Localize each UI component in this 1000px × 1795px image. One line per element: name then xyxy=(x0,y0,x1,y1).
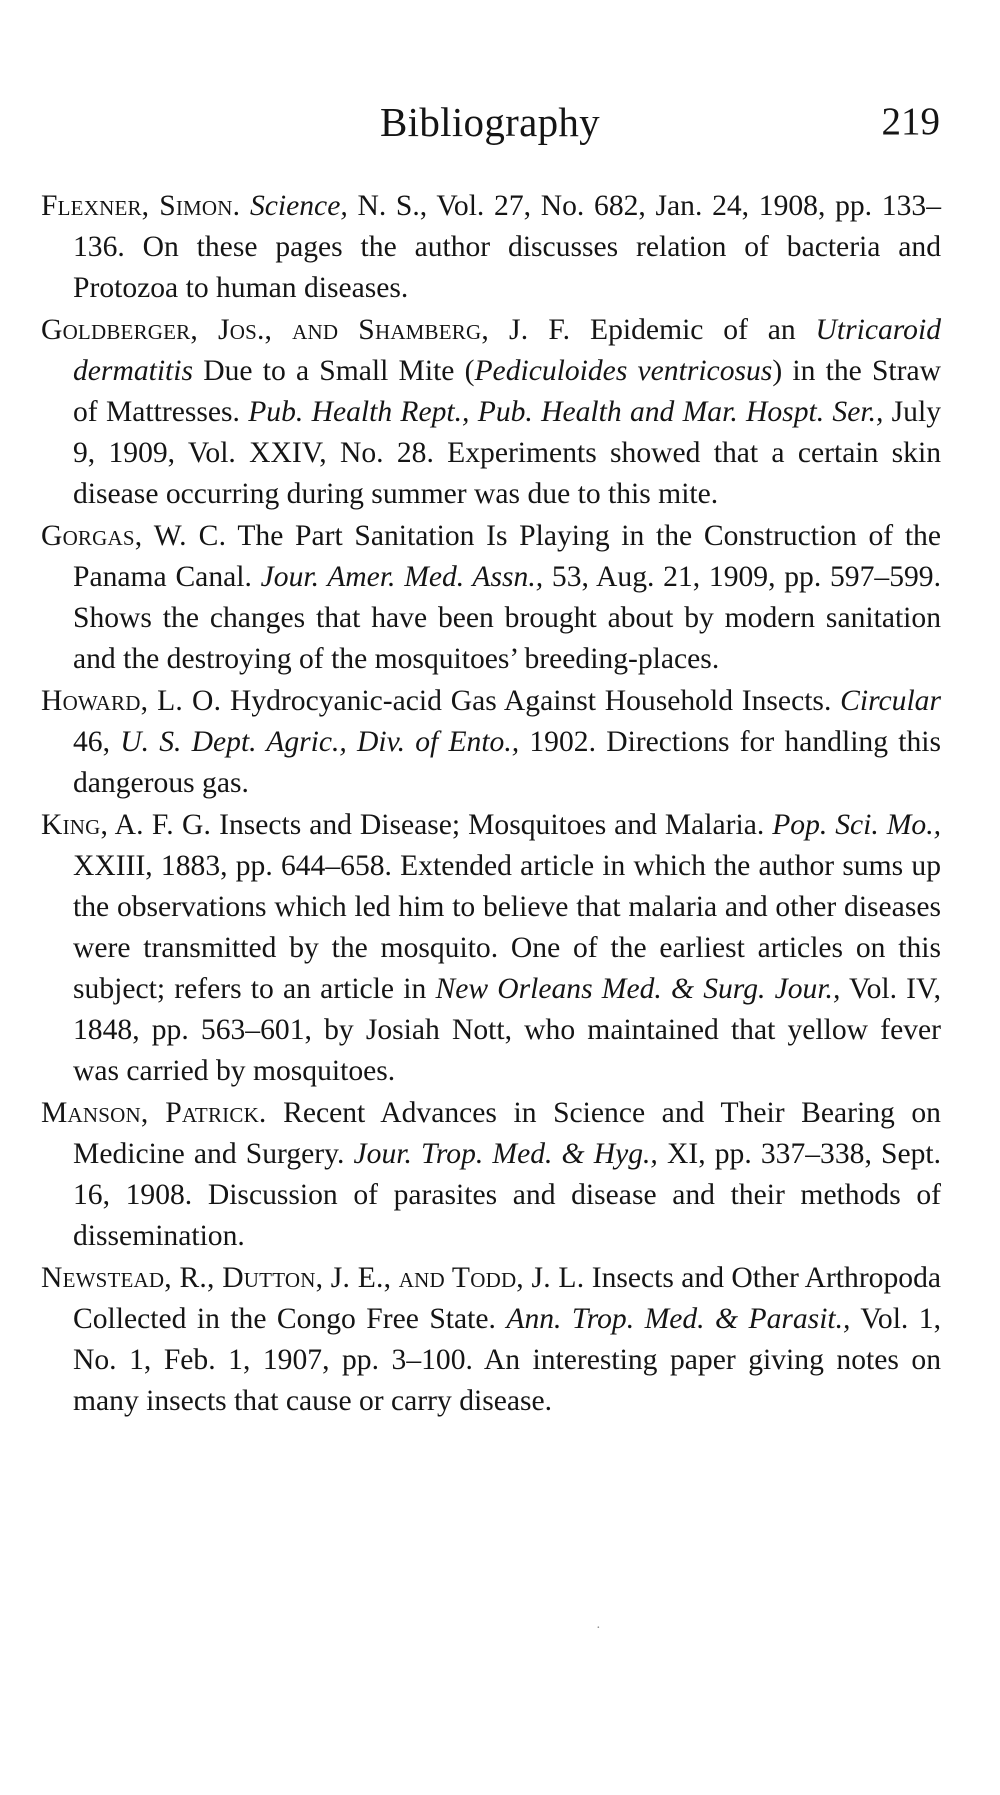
entry-journal: Science, xyxy=(249,190,348,222)
entry-text: Insects and Disease; Mosquitoes and Malaria. xyxy=(211,809,773,841)
entry-text: ) in the Straw of Mattresses. xyxy=(73,355,941,428)
entry-author: Gorgas, W. C. xyxy=(41,520,227,552)
entry-text: 46, xyxy=(73,726,121,758)
entry-italic-term: Pediculoides ventricosus xyxy=(474,355,773,387)
entry-text: Vol. IV, 1848, pp. 563–601, by Josiah Nott, who maintained that yellow fever was carried by mosquitoes. xyxy=(73,973,941,1087)
entry-journal: Circular xyxy=(840,685,941,717)
print-speck: · xyxy=(596,1621,601,1636)
entry-text: XXIII, 1883, pp. 644–658. Extended article in which the author sums up the observations which led him to believe that malaria and other diseases were transmitted by the mosquito. One of the earliest articles on this subject; refers to an article in xyxy=(73,850,941,1005)
entry-text: Epidemic of an xyxy=(570,314,816,346)
entry-journal: Pub. Health Rept., Pub. Health and Mar. Hospt. Ser., xyxy=(248,396,884,428)
entry-text: 1902. Directions for handling this dangerous gas. xyxy=(73,726,941,799)
bibliography-entry-goldberger xyxy=(41,310,941,515)
entry-author: Newstead, R., Dutton, J. E., and Todd, J. L. xyxy=(41,1262,585,1294)
entry-text: N. S., Vol. 27, No. 682, Jan. 24, 1908, pp. 133–136. On these pages the author discusses relation of bacteria and Protozoa to human diseases. xyxy=(73,190,941,304)
bibliography-entry-flexner xyxy=(41,186,941,309)
entry-text: Insects and Other Arthropoda Collected in the Congo Free State. xyxy=(73,1262,942,1335)
entry-author: Howard, L. O. xyxy=(41,685,222,717)
entry-text: 53, Aug. 21, 1909, pp. 597–599. Shows the changes that have been brought about by modern sanitation and the destroying of the mosquitoes’ breeding-places. xyxy=(73,561,941,675)
bibliography-entry-howard xyxy=(41,681,941,804)
entry-author: Manson, Patrick. xyxy=(41,1097,267,1129)
entry-text: July 9, 1909, Vol. XXIV, No. 28. Experiments showed that a certain skin disease occurring during summer was due to this mite. xyxy=(73,396,942,510)
entry-author: King, A. F. G. xyxy=(41,809,212,841)
running-head xyxy=(40,92,940,152)
entry-journal: New Orleans Med. & Surg. Jour., xyxy=(435,973,841,1005)
entry-text: Recent Advances in Science and Their Bearing on Medicine and Surgery. xyxy=(73,1097,941,1170)
entry-author: Goldberger, Jos., and Shamberg, J. F. xyxy=(41,314,571,346)
page-title: Bibliography xyxy=(380,99,600,145)
bibliography-entry-king xyxy=(41,805,941,1092)
bibliography-list xyxy=(41,186,941,1423)
entry-text: Due to a Small Mite ( xyxy=(193,355,475,387)
bibliography-entry-gorgas xyxy=(41,516,941,680)
entry-text xyxy=(240,190,250,222)
entry-text: XI, pp. 337–338, Sept. 16, 1908. Discussion of parasites and disease and their methods of dissemination. xyxy=(73,1138,941,1252)
bibliography-entry-newstead xyxy=(41,1258,941,1422)
entry-italic-term: Utricaroid dermatitis xyxy=(73,314,941,387)
entry-journal: Pop. Sci. Mo., xyxy=(772,809,941,841)
entry-text: Vol. 1, No. 1, Feb. 1, 1907, pp. 3–100. An interesting paper giving notes on many insects that cause or carry disease. xyxy=(73,1303,941,1417)
bibliography-entry-manson xyxy=(41,1093,941,1257)
entry-journal: Jour. Amer. Med. Assn., xyxy=(260,561,544,593)
entry-text: Hydrocyanic-acid Gas Against Household Insects. xyxy=(221,685,841,717)
entry-author: Flexner, Simon. xyxy=(41,190,241,222)
entry-journal: U. S. Dept. Agric., Div. of Ento., xyxy=(120,726,520,758)
page-number: 219 xyxy=(881,100,940,143)
entry-journal: Ann. Trop. Med. & Parasit., xyxy=(506,1303,851,1335)
entry-journal: Jour. Trop. Med. & Hyg., xyxy=(353,1138,658,1170)
entry-text: The Part Sanitation Is Playing in the Construction of the Panama Canal. xyxy=(73,520,941,593)
